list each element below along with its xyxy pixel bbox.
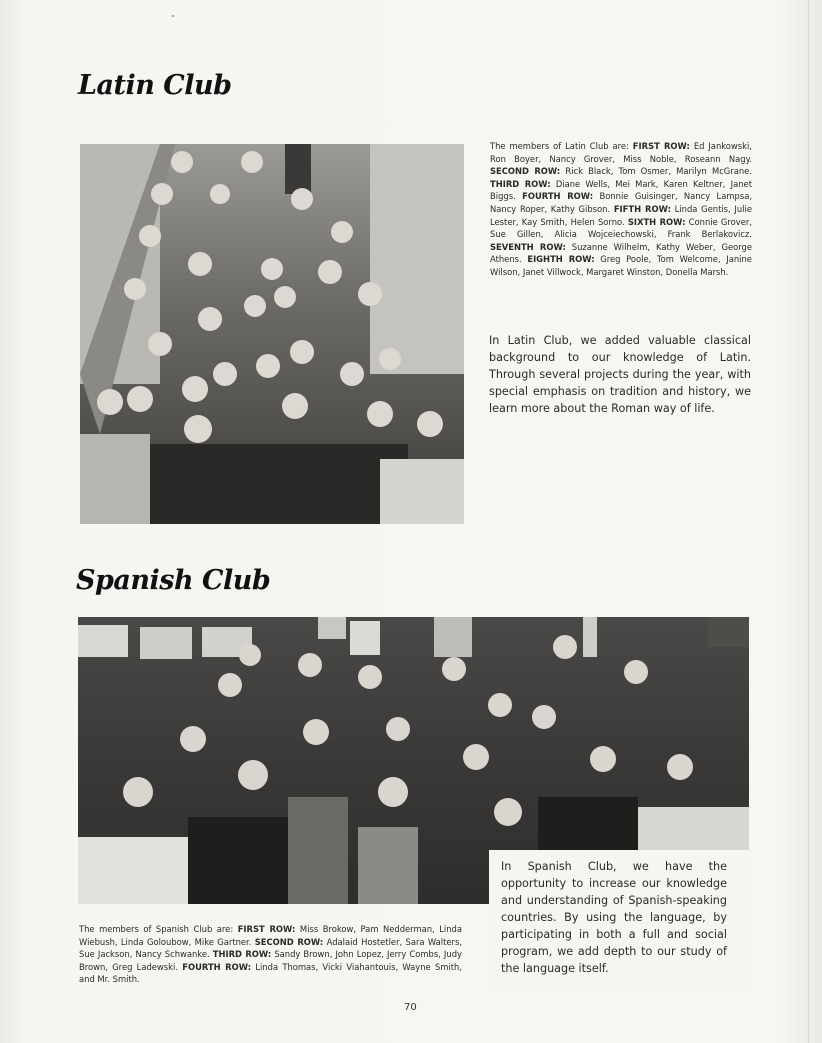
- spanish-club-members-caption: [79, 923, 462, 986]
- spanish-row-names: Sandy Brown, John Lopez, Jerry Combs, Judy Brown, Greg Ladewski.: [79, 949, 462, 972]
- spanish-description-box: [489, 850, 749, 988]
- spanish-row-label: THIRD ROW:: [212, 949, 272, 960]
- spanish-row-label: SECOND ROW:: [254, 936, 324, 947]
- latin-row-label: SIXTH ROW:: [627, 216, 686, 227]
- spanish-club-heading: Spanish Club: [76, 565, 271, 596]
- latin-club-heading: Latin Club: [78, 70, 232, 101]
- latin-row-label: SEVENTH ROW:: [490, 241, 566, 252]
- latin-row-label: FIRST ROW:: [632, 141, 690, 151]
- latin-row-label: FOURTH ROW:: [522, 191, 594, 202]
- latin-row-names: Greg Poole, Tom Welcome, Janine Wilson, Janet Villwock, Margaret Winston, Donella Marsh.: [490, 254, 752, 277]
- latin-row-names: Rick Black, Tom Osmer, Marilyn McGrane.: [565, 166, 752, 177]
- latin-row-names: Linda Gentis, Julie Lester, Kay Smith, Helen Sorno.: [490, 203, 752, 227]
- latin-row-names: Ed Jankowski, Ron Boyer, Nancy Grover, Miss Noble, Roseann Nagy.: [490, 141, 752, 164]
- latin-row-label: EIGHTH ROW:: [527, 254, 595, 265]
- latin-row-names: Bonnie Guisinger, Nancy Lampsa, Nancy Roper, Kathy Gibson.: [490, 191, 752, 214]
- spanish-row-names: Adalaid Hostetler, Sara Walters, Sue Jackson, Nancy Schwanke.: [79, 936, 463, 960]
- spanish-row-label: FOURTH ROW:: [182, 961, 252, 972]
- latin-row-names: Connie Grover, Sue Gillen, Alicia Wojceiechowski, Frank Berlakovicz.: [490, 216, 752, 240]
- spanish-club-description: In Spanish Club, we have the opportunity to increase our knowledge and understanding of Spanish-speaking countries. By using the language, by participating in both a full and social program, we add depth to our study of the language itself.: [501, 860, 727, 975]
- latin-row-label: THIRD ROW:: [490, 178, 551, 189]
- latin-club-description: In Latin Club, we added valuable classical background to our knowledge of Latin. Through several projects during the year, with special emphasis on tradition and history, we learn more about the Roman way of life.: [489, 334, 751, 415]
- spanish-row-label: FIRST ROW:: [237, 924, 296, 934]
- spanish-row-names: Linda Thomas, Vicki Viahantouis, Wayne Smith, and Mr. Smith.: [79, 961, 462, 985]
- page-number: 70: [404, 1002, 417, 1013]
- page-edge: [808, 0, 809, 1043]
- latin-club-members-caption: [490, 140, 752, 279]
- latin-row-label: FIFTH ROW:: [613, 203, 671, 214]
- latin-row-label: SECOND ROW:: [490, 166, 561, 177]
- latin-members-intro: The members of Latin Club are:: [490, 141, 629, 151]
- latin-row-names: Suzanne Wilhelm, Kathy Weber, George Athens.: [490, 241, 752, 265]
- paper-speck: [172, 15, 174, 17]
- spanish-members-intro: The members of Spanish Club are:: [79, 924, 234, 934]
- latin-club-group-photo: [80, 144, 464, 524]
- latin-row-names: Diane Wells, Mei Mark, Karen Keltner, Janet Biggs.: [490, 178, 752, 202]
- spanish-row-names: Miss Brokow, Pam Nedderman, Linda Wiebush, Linda Goloubow, Mike Gartner.: [79, 924, 462, 947]
